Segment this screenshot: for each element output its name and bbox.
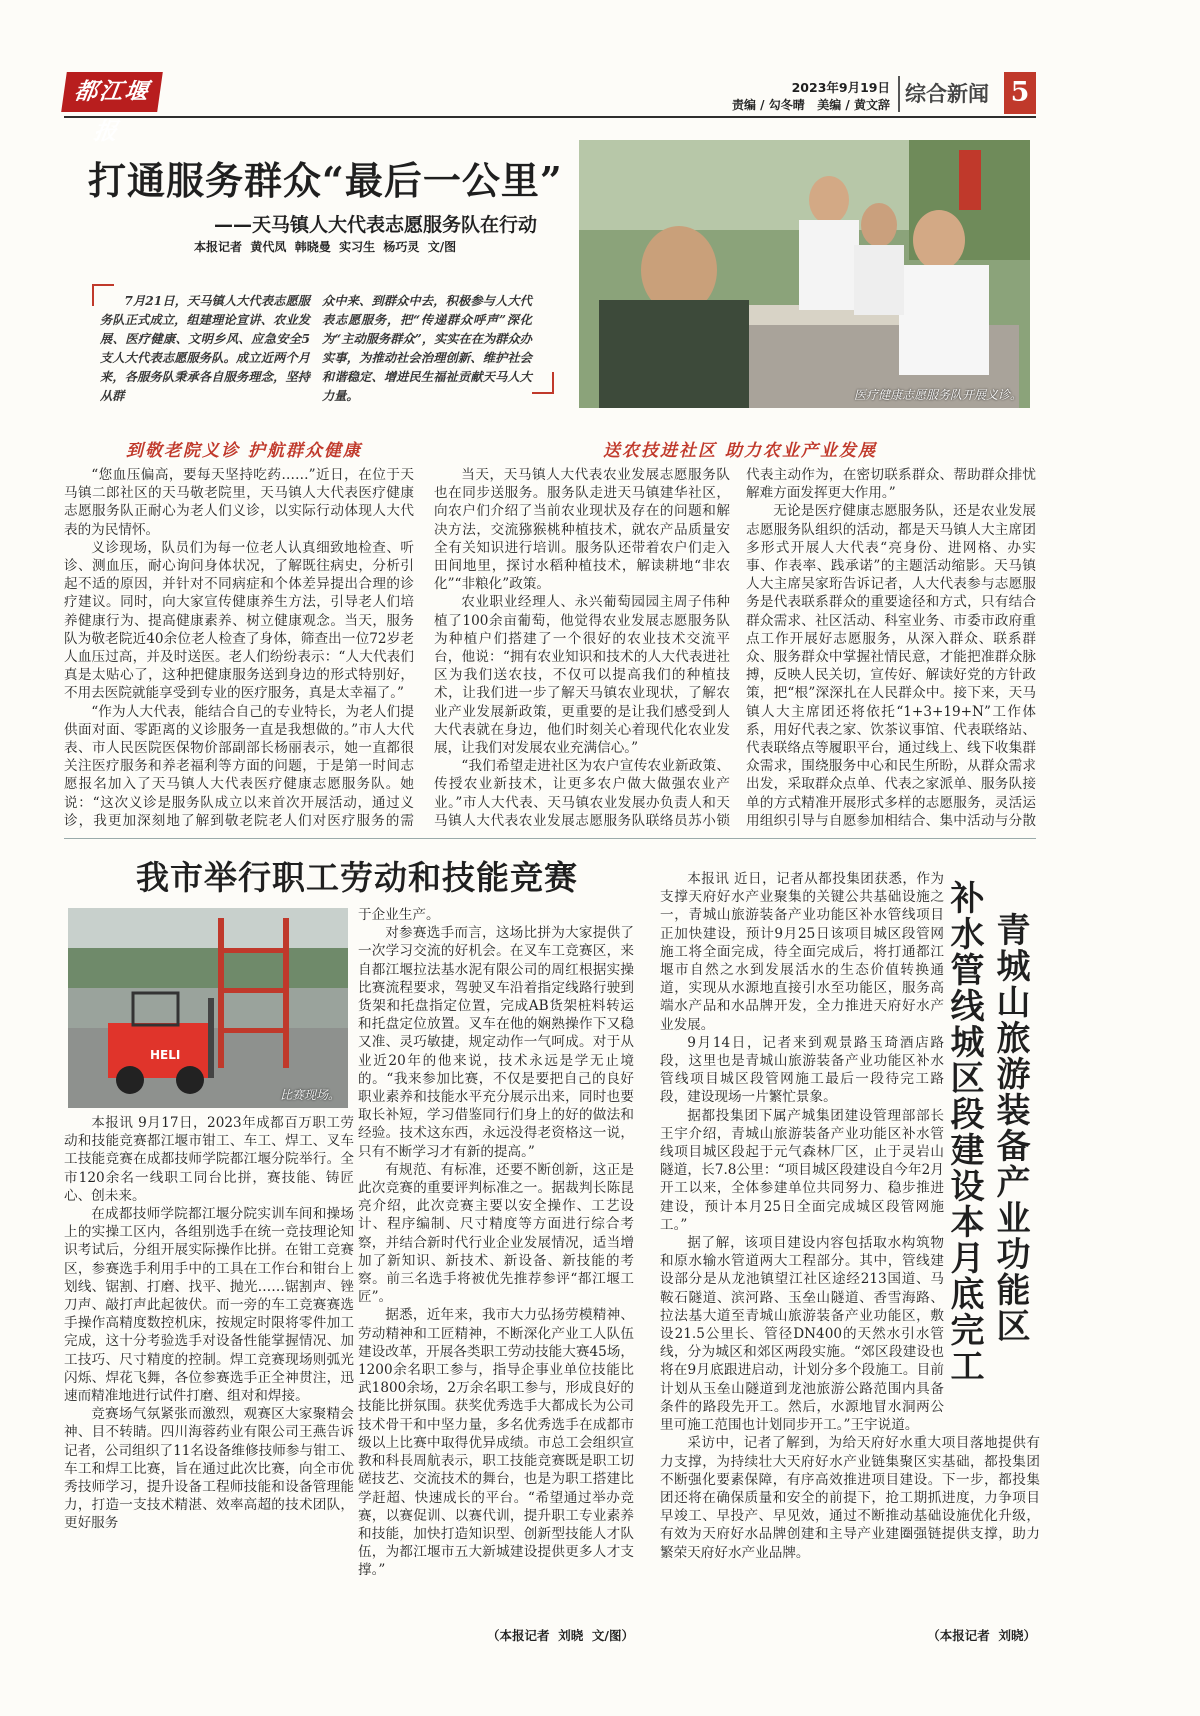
paragraph: 于企业生产。 (358, 907, 440, 923)
article1-column-2 (434, 466, 730, 828)
article3-title-line-1: 青城山旅游装备产业功能区 (990, 912, 1030, 1344)
paragraph: 有规范、有标准，还要不断创新，这正是此次竞赛的重要评判标准之一。据裁判长陈昆亮介绍，此次竞赛主要以安全操作、工艺设计、程序编制、尺寸精度等方面进行综合考察，并结合新时代行业企业发展情况，适当增加了新知识、新技术、新设备、新技能的考察。前三名选手将被优先推荐参评“都江堰工匠”。 (358, 1161, 634, 1306)
forklift-brand-text: HELI (150, 1048, 181, 1062)
paragraph: 在成都技师学院都江堰分院实训车间和操场上的实操工区内，各组别选手在统一竞技理论知识考试后，分组开展实际操作比拼。在钳工竞赛区，参赛选手利用手中的工具在工作台和钳台上划线、锯割、打磨、找平、抛光……锯割声、锉刀声、敲打声此起彼伏。而一旁的车工竞赛赛选手操作高精度数控机床，按规定时限将零件加工完成，这十分考验选手对设备性能掌握情况、加工技巧、尺寸精度的控制。焊工竞赛现场则弧光闪烁、焊花飞舞，各位参赛选手正全神贯注，迅速而精准地进行试件打磨、组对和焊接。 (64, 1206, 354, 1405)
article1-subtitle: ——天马镇人大代表志愿服务队在行动 (214, 214, 538, 236)
article-divider (64, 838, 1036, 839)
masthead-page-number: 5 (1004, 72, 1036, 114)
paragraph: 9月14日，记者来到观景路玉琦酒店路段，这里也是青城山旅游装备产业功能区补水管线项目城区段管网施工最后一段待完工路段，建设现场一片繁忙景象。 (660, 1034, 944, 1106)
paragraph: 据都投集团下属产城集团建设管理部部长王宇介绍，青城山旅游装备产业功能区补水管线项目城区段起于元气森林厂区，止于灵岩山隧道，长7.8公里：“项目城区段建设自今年2月开工以来，全体参建单位共同努力、稳步推进建设，预计本月25日全面完成城区段管网施工。” (660, 1107, 944, 1233)
paragraph: 采访中，记者了解到，为给天府好水重大项目落地提供有力支撑，为持续壮大天府好水产业链集聚区实基础，都投集团不断强化要素保障，有序高效推进项目建设。下一步，都投集团还将在确保质量和安全的前提下，抢工期抓进度，力争项目早竣工、早投产、早见效，通过不断推动基础设施优化升级，有效为天府好水品牌创建和主导产业建圈强链提供支撑，助力繁荣天府好水产业品牌。 (660, 1435, 1040, 1561)
paragraph: 据了解，该项目建设内容包括取水构筑物和原水输水管道两大工程部分。其中，管线建设部分是从龙池镇望江社区途经213国道、马鞍石隧道、滨河路、玉垒山隧道、香雪海路、拉法基大道至青城山旅游装备产业功能区，敷设21.5公里长、管径DN400的天然水引水管线，分为城区和郊区两段实施。“郊区段建设也将在9月底跟进启动，计划分多个段施工。目前计划从玉垒山隧道到龙池旅游公路范围内具备条件的路段先开工。然后，水源地冒水洞两公里可施工范围也计划同步开工。”王宇说道。 (660, 1235, 944, 1434)
forklift-scene-illustration (68, 908, 348, 1108)
clinic-scene-illustration (579, 140, 1030, 408)
volunteer-clinic-photo (579, 140, 1030, 408)
paragraph: 对参赛选手而言，这场比拼为大家提供了一次学习交流的好机会。在叉车工竞赛区，来自都江堰拉法基水泥有限公司的周红根据实操比赛流程要求，驾驶叉车沿着指定线路行驶到货架和托盘指定位置，完成AB货架桩料转运和托盘定位放置。叉车在他的娴熟操作下又稳又准、灵巧敏捷，规定动作一气呵成。对于从业近20年的他来说，技术永远是学无止境的。“我来参加比赛，不仅是要把自己的良好职业素养和技能水平充分展示出来，同时也要取长补短，学习借鉴同行们身上的好的做法和经验。技术这东西，永远没得老资格这一说，只有不断学习才有新的提高。” (358, 925, 634, 1160)
masthead-section: 综合新闻 (905, 82, 989, 106)
paragraph: “我们希望走进社区为农户宣传农业新政策、传授农业新技术，让更多农户做大做强农业产业。”市人大代表、天马镇农业发展办负责人和天马镇人大代表农业发展志愿服务队联络员苏小锁 (434, 758, 730, 828)
article3-title-spacer (944, 870, 1040, 1430)
masthead-editors: 责编 / 勾冬晴 美编 / 黄文辞 (731, 98, 890, 112)
forklift-photo-caption: 比赛现场。 (279, 1088, 340, 1102)
article1-byline: 本报记者 黄代凤 韩晓曼 实习生 杨巧灵 文/图 (194, 240, 457, 254)
article1-column-3 (746, 466, 1036, 828)
article1-column-1 (64, 466, 414, 828)
article1-title: 打通服务群众“最后一公里” (88, 158, 563, 203)
paragraph: 义诊现场，队员们为每一位老人认真细致地检查、听诊、测血压，耐心询问身体状况，了解既往病史，分析引起不适的原因，并针对不同病症和个体差异提出合理的诊疗建议。同时，向大家宣传健康养生方法，引导老人们培养健康行为、提高健康素养、树立健康观念。当天，服务队为敬老院近40余位老人检查了身体，筛查出一位72岁老人血压过高，并及时送医。老人们纷纷表示：“人大代表们真是太贴心了，这种把健康服务送到身边的形式特别好，不用去医院就能享受到专业的医疗服务，真是太幸福了。” (64, 539, 414, 702)
article3-title-line-2: 补水管线城区段建设本月底完工 (944, 880, 984, 1384)
article2-column-2 (358, 906, 634, 1614)
paragraph: 本报讯 9月17日，2023年成都百万职工劳动和技能竞赛都江堰市钳工、车工、焊工、叉车工技能竞赛在成都技师学院都江堰分院举行。全市120余名一线职工同台比拼，赛技能、铸匠心、创未来。 (64, 1115, 354, 1204)
masthead-logo: 都江堰报 (61, 72, 163, 112)
paragraph: “作为人大代表，能结合自己的专业特长，为老人们提供面对面、零距离的义诊服务一直是我想做的。”市人大代表、市人民医院医保物价部副部长杨丽表示，她一直都很关注医疗服务和养老福利等方面的问题，于是第一时间志愿报名加入了天马镇人大代表医疗健康志愿服务队。她说：“这次义诊是服务队成立以来首次开展活动，通过义诊，我更加深刻地了解到敬老院老人们对医疗服务的需 (64, 703, 414, 828)
paragraph: 代表主动作为，在密切联系群众、帮助群众排忧解难方面发挥更大作用。” (746, 467, 1036, 502)
paragraph: “您血压偏高，要每天坚持吃药……”近日，在位于天马镇二郎社区的天马敬老院里，天马镇人大代表医疗健康志愿服务队正耐心为老人们义诊，以实际行动体现人大代表的为民情怀。 (64, 467, 414, 538)
section-title-elderly-clinic: 到敬老院义诊 护航群众健康 (126, 441, 362, 461)
section-title-agri-tech: 送农技进社区 助力农业产业发展 (603, 441, 877, 461)
lead-box-corner-br (532, 372, 554, 394)
masthead-date: 2023年9月19日 (791, 80, 890, 95)
paragraph: 本报讯 近日，记者从都投集团获悉，作为支撑天府好水产业聚集的关键公共基础设施之一，青城山旅游装备产业功能区补水管线项目正加快建设，预计9月25日该项目城区段管网施工将全面完成，待全面完成后，将打通都江堰市自然之水到发展活水的生态价值转换通道，实现从水源地直接引水至功能区，服务高端水产品和水品牌开发，全力推进天府好水产业发展。 (660, 871, 944, 1033)
article2-title: 我市举行职工劳动和技能竞赛 (136, 858, 578, 897)
paragraph: 农业职业经理人、永兴葡萄园园主周子伟种植了100余亩葡萄，他觉得农业发展志愿服务队为种植户们搭建了一个很好的农业技术交流平台，他说：“拥有农业知识和技术的人大代表进社区为我们送农技，不仅可以提高我们的种植技术，让我们进一步了解天马镇农业现状，了解农业产业发展新政策，更重要的是让我们感受到人大代表就在身边，他们时刻关心着现代化农业发展，让我们对发展农业充满信心。” (434, 594, 730, 757)
article2-credit: （本报记者 刘晓 文/图） (487, 1628, 634, 1643)
lead-text-left: 7月21日，天马镇人大代表志愿服务队正式成立，组建理论宣讲、农业发展、医疗健康、文明乡风、应急安全5支人大代表志愿服务队。成立近两个月来，各服务队秉承各自服务理念，坚持从群 (100, 294, 310, 403)
masthead-divider (898, 76, 900, 112)
paragraph: 竞赛场气氛紧张而激烈，观赛区大家聚精会神、目不转睛。四川海蓉药业有限公司王燕告诉记者，公司组织了11名设备维修技师参与钳工、车工和焊工比赛，旨在通过此次比赛，向全市优秀技师学习，提升设备工程师技能和设备管理能力，打造一支技术精湛、效率高超的技术团队，更好服务 (64, 1406, 354, 1532)
article3-credit: （本报记者 刘晓） (927, 1628, 1036, 1643)
clinic-photo-caption: 医疗健康志愿服务队开展义诊。 (853, 388, 1022, 402)
paragraph: 据悉，近年来，我市大力弘扬劳模精神、劳动精神和工匠精神，不断深化产业工人队伍建设改革，开展各类职工劳动技能大赛45场，1200余名职工参与，指导企事业单位技能比武1800余场，2万余名职工参与，形成良好的技能比拼氛围。获奖优秀选手大都成长为公司技术骨干和中坚力量，多名优秀选手在成都市级以上比赛中取得优异成绩。市总工会组织宣教和科長周航表示，职工技能竞赛既是职工切磋技艺、交流技术的舞台，也是为职工搭建比学赶超、快速成长的平台。“希望通过举办竞赛，以赛促训、以赛代训，提升职工专业素养和技能，加快打造知识型、创新型技能人才队伍，为都江堰市五大新城建设提供更多人才支撑。” (358, 1307, 634, 1579)
paragraph: 当天，天马镇人大代表农业发展志愿服务队也在同步送服务。服务队走进天马镇建华社区，向农户们介绍了当前农业现状及存在的问题和解决方法，交流猕猴桃种植技术，就农产品质量安全有关知识进行培训。服务队还带着农户们走入田间地里，探讨水稻种植技术，解读耕地“非农化”“非粮化”政策。 (434, 467, 730, 593)
lead-text-right: 众中来、到群众中去，积极参与人大代表志愿服务，把“传递群众呼声”深化为“主动服务群众”，实实在在为群众办实事，为推动社会治理创新、维护社会和谐稳定、增进民生福祉贡献天马人大力量。 (322, 294, 532, 403)
article2-column-1 (64, 1114, 354, 1582)
forklift-competition-photo (68, 908, 348, 1108)
paragraph: 无论是医疗健康志愿服务队，还是农业发展志愿服务队组织的活动，都是天马镇人大主席团多形式开展人大代表“亮身份、进网格、办实事、作表率、践承诺”的主题活动缩影。天马镇人大主席吴家珩告诉记者，人大代表参与志愿服务是代表联系群众的重要途径和方式，只有结合群众需求、社区活动、科室业务、市委市政府重点工作开展好志愿服务，从深入群众、联系群众、服务群众中掌握社情民意，才能把准群众脉搏，反映人民关切，宣传好、解读好党的方针政策，把“根”深深扎在人民群众中。接下来，天马镇人大主席团还将依托“1+3+19+N”工作体系，用好代表之家、饮茶议事馆、代表联络站、代表联络点等履职平台，通过线上、线下收集群众需求，围绕服务中心和民生所盼，从群众需求出发，采取群众点单、代表之家派单、服务队接单的方式精准开展形式多样的志愿服务，灵活运用组织引导与自愿参加相结合、集中活动与分散 (746, 503, 1036, 828)
masthead-rule (64, 116, 1036, 118)
article3-body (660, 870, 1040, 1610)
